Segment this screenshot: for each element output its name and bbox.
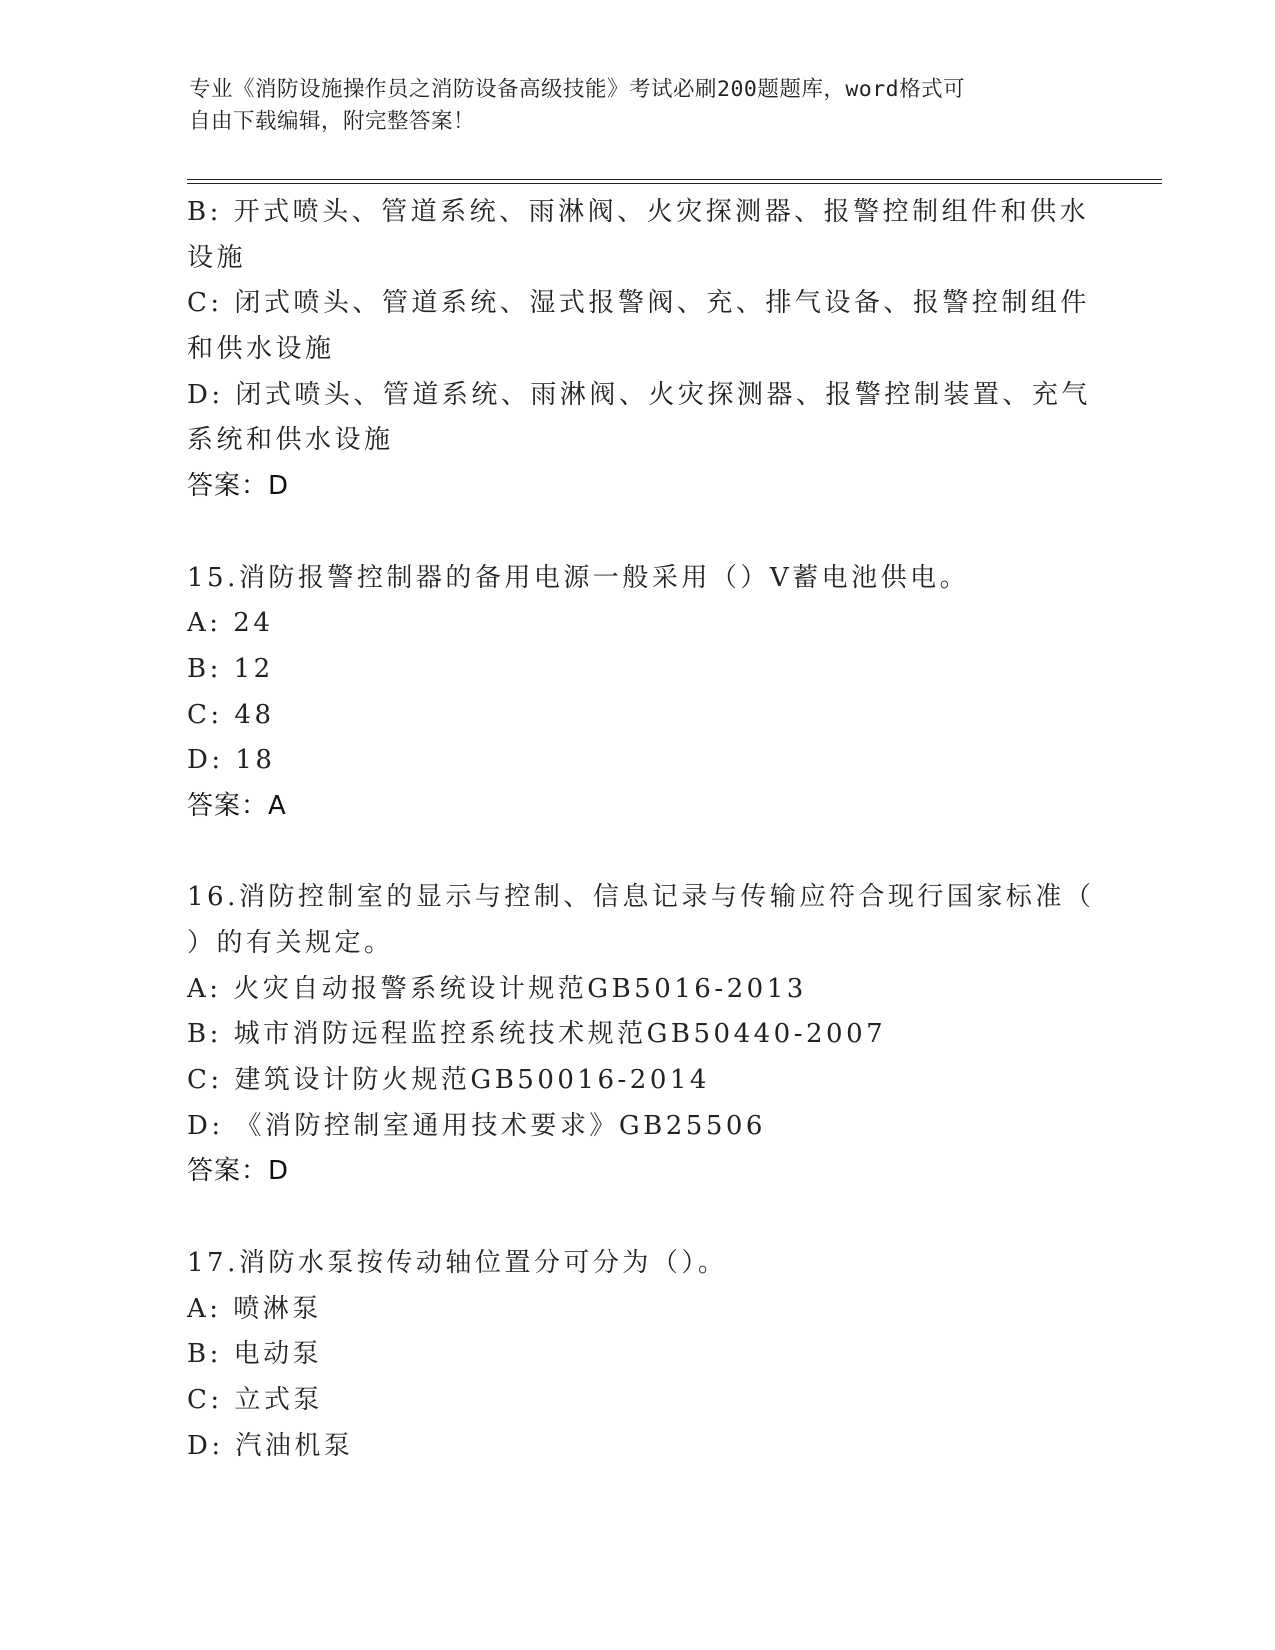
question-14-tail bbox=[187, 190, 1091, 510]
option-a: A: 火灾自动报警系统设计规范GB5016-2013 bbox=[187, 973, 807, 1004]
header-divider-bottom bbox=[187, 183, 1162, 184]
question-17 bbox=[187, 1241, 1077, 1469]
option-c-line-2: 和供水设施 bbox=[187, 334, 335, 365]
option-b: B: 电动泵 bbox=[187, 1339, 323, 1370]
option-d-line-1: D: 闭式喷头、管道系统、雨淋阀、火灾探测器、报警控制装置、充气 bbox=[187, 379, 1091, 410]
question-list bbox=[187, 190, 1095, 1469]
question-text-line-1: 16.消防控制室的显示与控制、信息记录与传输应符合现行国家标准（ bbox=[187, 882, 1095, 913]
option-a: A: 喷淋泵 bbox=[187, 1293, 322, 1324]
header-divider-top bbox=[187, 179, 1162, 180]
option-c: C: 立式泵 bbox=[187, 1384, 323, 1415]
question-text-line-2: ）的有关规定。 bbox=[187, 928, 394, 958]
question-15 bbox=[187, 556, 1077, 830]
spacer bbox=[187, 510, 1077, 556]
question-16 bbox=[187, 875, 1095, 1195]
option-b-line-2: 设施 bbox=[187, 242, 247, 273]
spacer bbox=[187, 1195, 1077, 1241]
option-d: D: 18 bbox=[187, 745, 276, 776]
answer-line: 答案：D bbox=[187, 471, 290, 502]
option-a: A: 24 bbox=[187, 608, 274, 639]
option-d: D: 汽油机泵 bbox=[187, 1430, 354, 1461]
question-text: 17.消防水泵按传动轴位置分可分为（）。 bbox=[187, 1247, 728, 1278]
header-title-line-2: 自由下载编辑，附完整答案！ bbox=[189, 109, 476, 134]
option-d: D: 《消防控制室通用技术要求》GB25506 bbox=[187, 1110, 766, 1141]
answer-line: 答案：A bbox=[187, 790, 287, 821]
option-b: B: 城市消防远程监控系统技术规范GB50440-2007 bbox=[187, 1019, 887, 1050]
answer-line: 答案：D bbox=[187, 1156, 290, 1187]
option-b-line-1: B: 开式喷头、管道系统、雨淋阀、火灾探测器、报警控制组件和供水 bbox=[187, 197, 1090, 227]
option-c: C: 48 bbox=[187, 699, 275, 730]
question-text: 15.消防报警控制器的备用电源一般采用（）V蓄电池供电。 bbox=[187, 562, 970, 593]
option-c-line-1: C: 闭式喷头、管道系统、湿式报警阀、充、排气设备、报警控制组件 bbox=[187, 288, 1090, 319]
option-d-line-2: 系统和供水设施 bbox=[187, 425, 394, 456]
option-c: C: 建筑设计防火规范GB50016-2014 bbox=[187, 1065, 710, 1096]
spacer bbox=[187, 830, 1077, 876]
header-title-line-1: 专业《消防设施操作员之消防设备高级技能》考试必刷200题题库，word格式可 bbox=[189, 77, 966, 102]
option-b: B: 12 bbox=[187, 653, 274, 684]
document-header bbox=[189, 74, 1069, 138]
